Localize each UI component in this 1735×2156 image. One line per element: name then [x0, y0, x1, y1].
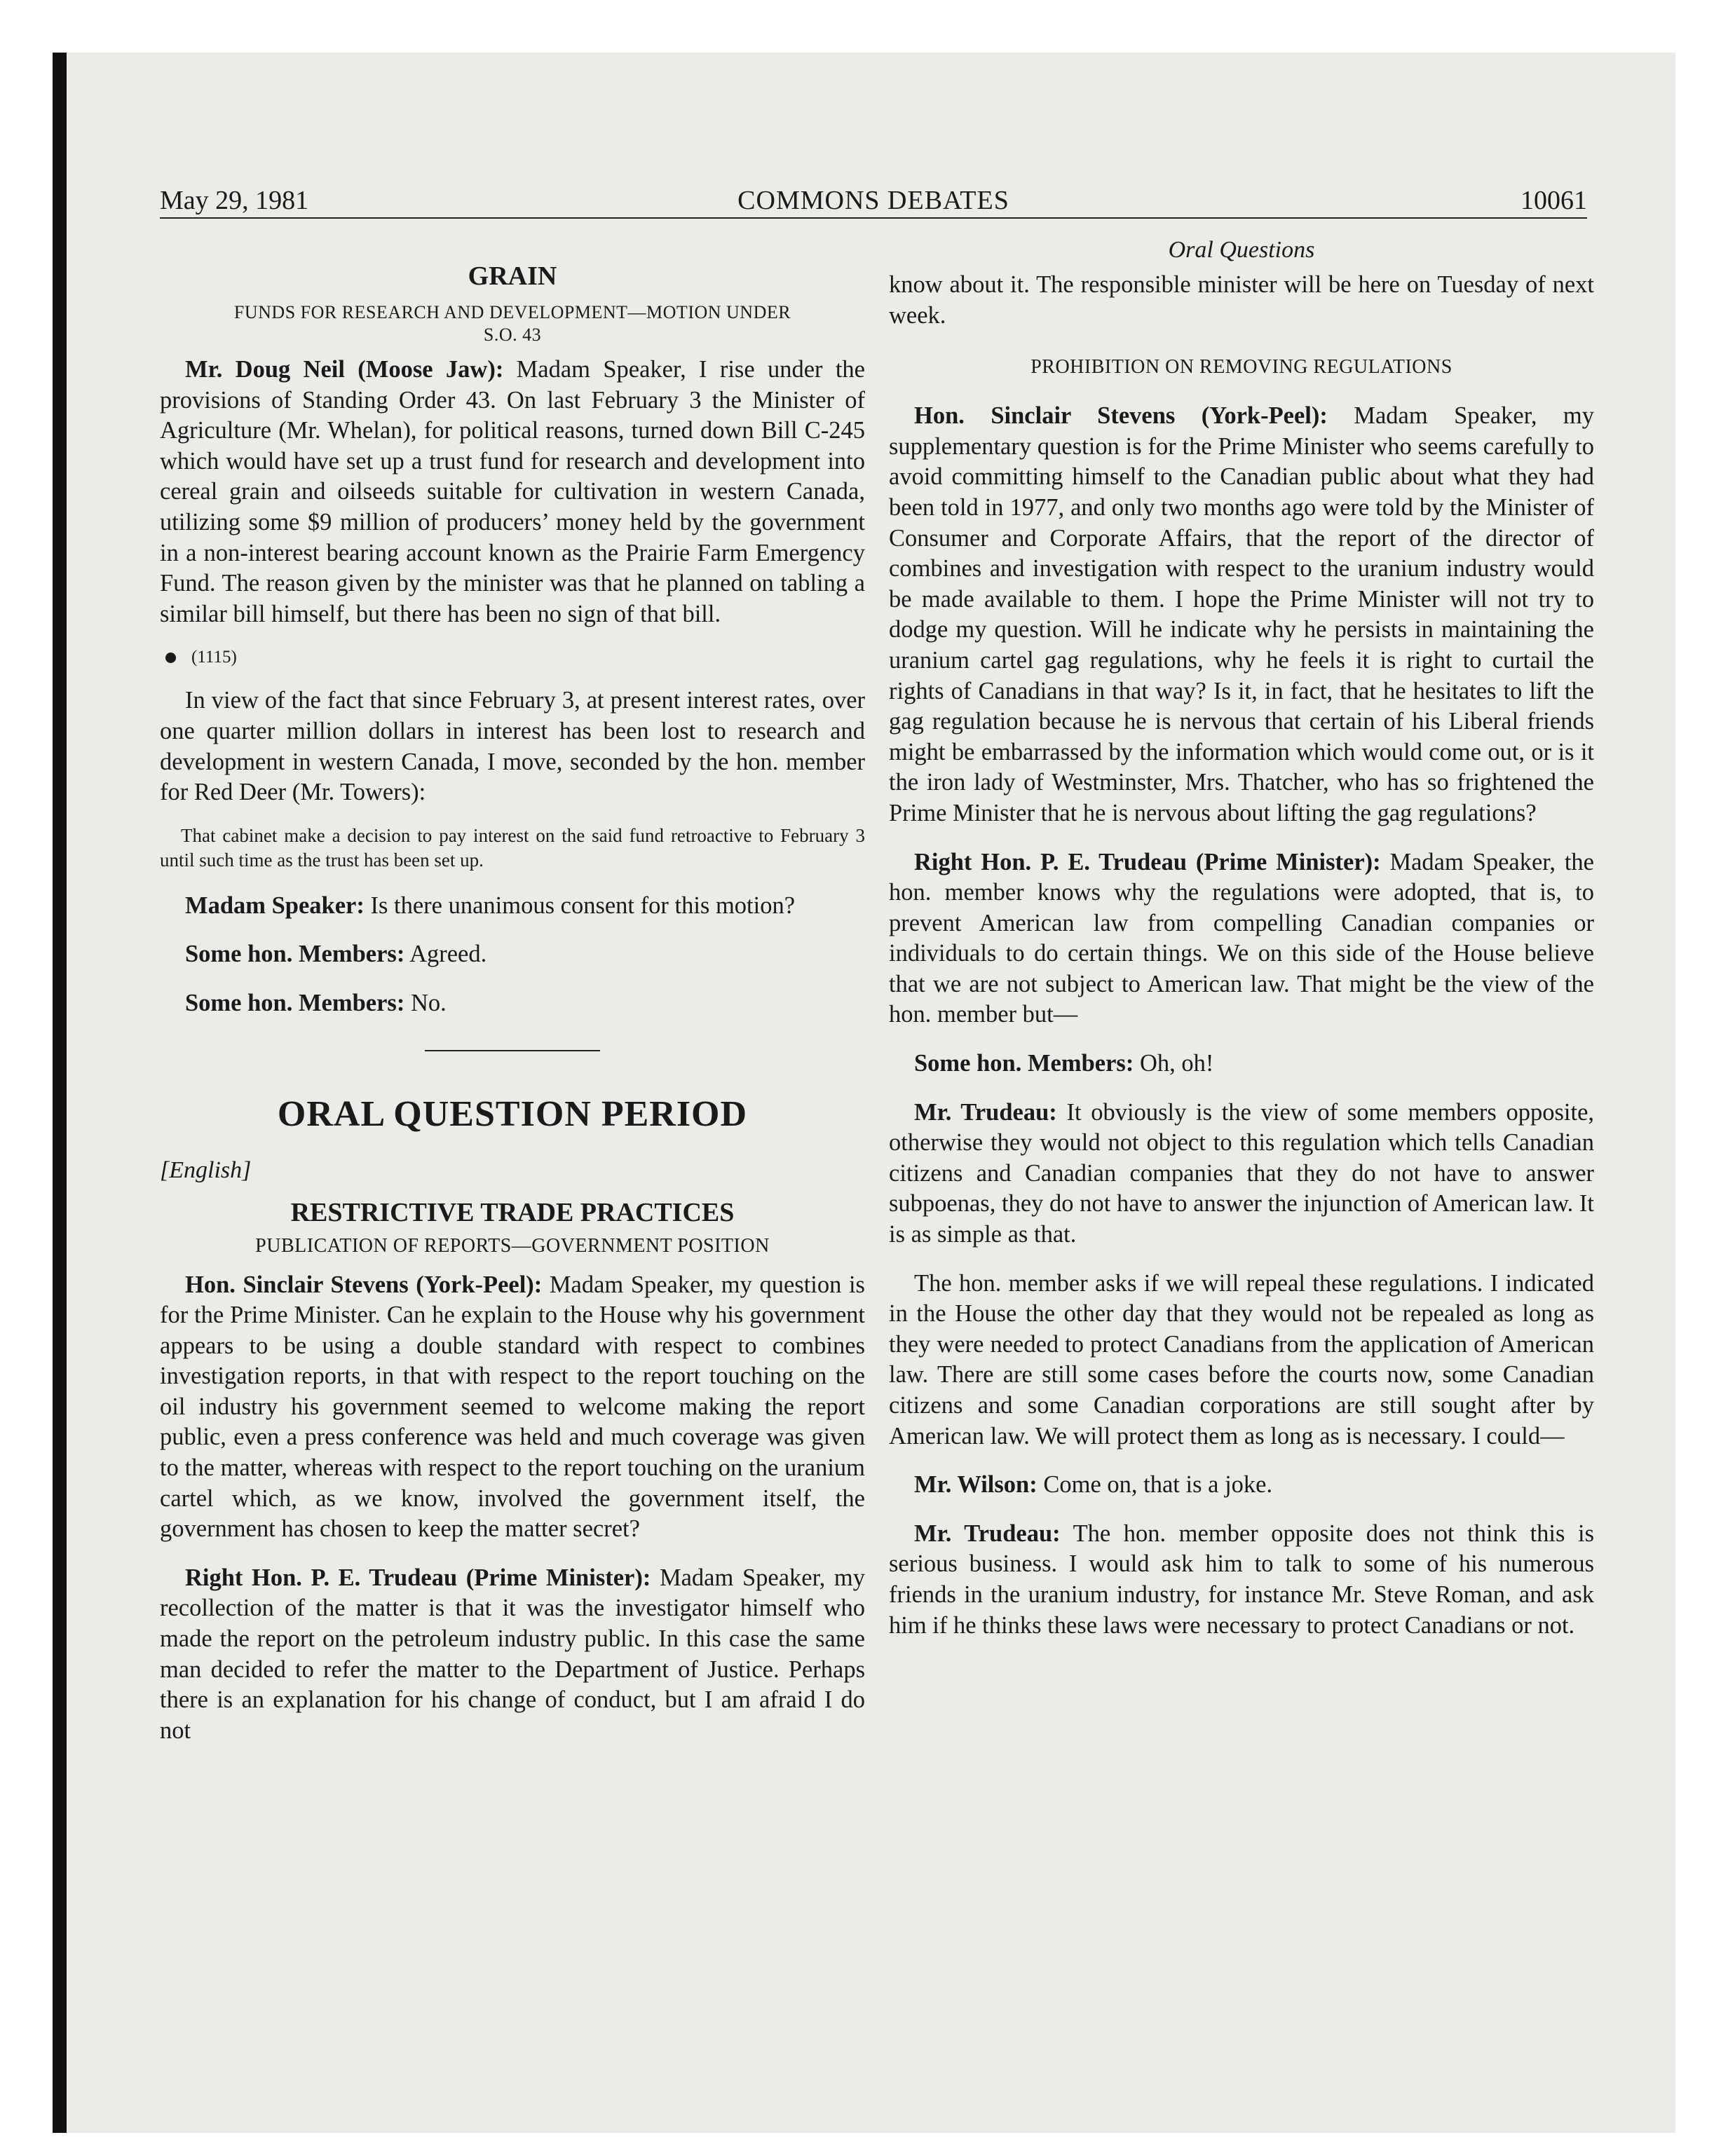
paragraph-no: [160, 988, 865, 1019]
speaker-name: Some hon. Members:: [185, 941, 405, 968]
subheading-funds: FUNDS FOR RESEARCH AND DEVELOPMENT—MOTION UNDER: [233, 302, 791, 322]
speaker-name: Right Hon. P. E. Trudeau (Prime Minister):: [914, 848, 1381, 875]
paragraph-agreed: [160, 939, 865, 970]
speech-text: Come on, that is a joke.: [1037, 1471, 1273, 1499]
language-tag: [English]: [160, 1157, 252, 1183]
paragraph-trudeau-final: [889, 1519, 1594, 1641]
speech-text: Is there unanimous consent for this motion?: [364, 892, 796, 919]
motion-text: That cabinet make a decision to pay interest on the said fund retroactive to February 3 until such time as the trust has been set up.: [160, 824, 865, 871]
speech-text: Agreed.: [404, 941, 487, 968]
speech-text: Madam Speaker, I rise under the provisions of Standing Order 43. On last February 3 the Minister of Agriculture (Mr. Whelan), for political reasons, turned down Bill C-245 which would have set up a trust fund for research and development into cereal grain and oilseeds suitable for cultivation in western Canada, utilizing some $9 million of producers’ money held by the government in a non-interest bearing account known as the Prairie Farm Emergency Fund. The reason given by the minister was that he planned on tabling a similar bill himself, but there has been no sign of that bill.: [160, 356, 865, 627]
speech-text: Oh, oh!: [1134, 1050, 1214, 1077]
speaker-name: Madam Speaker:: [185, 892, 365, 919]
paragraph-motion-intro: In view of the fact that since February 3, at present interest rates, over one quarter million dollars in interest has been lost to research and development in western Canada, I move, seconded by the hon. member for Red Deer (Mr. Towers):: [160, 687, 865, 806]
speech-text: The hon. member opposite does not think this is serious business. I would ask him to talk to some of his numerous friends in the uranium industry, for instance Mr. Steve Roman, and ask him if he thinks these laws were necessary to protect Canadians or not.: [889, 1520, 1594, 1639]
time-marker: [160, 642, 865, 673]
paragraph-continued: know about it. The responsible minister will be here on Tuesday of next week.: [889, 271, 1594, 329]
heading-grain: GRAIN: [468, 261, 557, 291]
speaker-name: Hon. Sinclair Stevens (York-Peel):: [185, 1271, 543, 1298]
heading-prohibition: PROHIBITION ON REMOVING REGULATIONS: [1030, 356, 1452, 378]
running-header: [160, 184, 1587, 219]
speech-text: Madam Speaker, my question is for the Prime Minister. Can he explain to the House why his government appears to be using a double standard with respect to combines investigation reports, in that with respect to the report touching on the oil industry his government seemed to welcome making the report public, even a press conference was held and much coverage was given to the matter, whereas with respect to the report touching on the uranium cartel which, as we know, involved the government itself, the government has chosen to keep the matter secret?: [160, 1271, 865, 1543]
paragraph-oh-oh: [889, 1049, 1594, 1079]
paragraph-repeal: The hon. member asks if we will repeal these regulations. I indicated in the House the other day that they would not be repealed as long as they were needed to protect Canadians from the application of American law. There are still some cases before the courts now, some Canadian citizens and some Canadian corporations are still sought after by American law. We will protect them as long as is necessary. I could—: [889, 1269, 1594, 1449]
section-title: ORAL QUESTION PERIOD: [277, 1093, 748, 1134]
speech-text: It obviously is the view of some members opposite, otherwise they would not object to this regulation which tells Canadian citizens and Canadian companies that they do not have to answer subpoenas, they do not have to answer the injunction of American law. It is as simple as that.: [889, 1098, 1595, 1248]
speaker-name: Mr. Doug Neil (Moose Jaw):: [185, 356, 504, 383]
subheading-publication: PUBLICATION OF REPORTS—GOVERNMENT POSITION: [255, 1234, 770, 1257]
page-number: 10061: [1520, 186, 1587, 215]
header-title: COMMONS DEBATES: [737, 186, 1009, 215]
header-date: May 29, 1981: [160, 186, 309, 215]
time-marker-text: (1115): [191, 648, 237, 667]
speech-text: No.: [404, 989, 447, 1016]
paragraph-trudeau-answer: [160, 1563, 865, 1747]
scan-edge-bar: [53, 53, 67, 2133]
speech-text: Madam Speaker, my supplementary question is for the Prime Minister who seems carefully to avoid committing himself to the Canadian public about what they had been told in 1977, and only two months ago were told by the Minister of Consumer and Corporate Affairs, that the report of the director of combines and investigation with respect to the uranium industry would be made available to them. I hope the Prime Minister will not try to dodge my question. Will he indicate why he persists in maintaining the uranium cartel gag regulations, why he feels it is right to curtail the rights of Canadians in that way? Is it, in fact, that he hesitates to lift the gag regulation because he is nervous that certain of his Liberal friends might be embarrassed by the information which would come out, or is it the iron lady of Westminster, Mrs. Thatcher, who has so frightened the Prime Minister that he is nervous about lifting the gag regulations?: [889, 402, 1594, 826]
paragraph-stevens-supplementary: [889, 401, 1594, 828]
right-column: [889, 235, 1594, 1641]
paragraph-neil: [160, 355, 865, 629]
speaker-name: Right Hon. P. E. Trudeau (Prime Minister):: [185, 1564, 651, 1591]
bullet-icon: [165, 653, 176, 663]
subheading-so43: S.O. 43: [483, 325, 542, 345]
paragraph-trudeau-reply: [889, 847, 1594, 1031]
heading-trade-practices: RESTRICTIVE TRADE PRACTICES: [290, 1197, 735, 1227]
speaker-name: Mr. Trudeau:: [914, 1520, 1061, 1547]
speaker-name: Some hon. Members:: [185, 989, 405, 1016]
left-column: [160, 259, 865, 1746]
paragraph-trudeau-view: [889, 1098, 1594, 1250]
speaker-name: Some hon. Members:: [914, 1050, 1134, 1077]
speech-text: Madam Speaker, the hon. member knows why the regulations were adopted, that is, to prevent American law from compelling Canadian companies or individuals to do certain things. We on this side of the House believe that we are not subject to American law. That might be the view of the hon. member but—: [889, 848, 1594, 1028]
section-divider: [425, 1050, 600, 1051]
speaker-name: Mr. Trudeau:: [914, 1098, 1057, 1126]
speech-text: Madam Speaker, my recollection of the matter is that it was the investigator himself who made the report on the petroleum industry public. In this case the same man decided to refer the matter to the Department of Justice. Perhaps there is an explanation for his change of conduct, but I am afraid I do not: [160, 1564, 865, 1744]
speaker-name: Mr. Wilson:: [914, 1471, 1037, 1499]
paragraph-stevens-question: [160, 1270, 865, 1545]
paragraph-wilson: [889, 1470, 1594, 1501]
speaker-name: Hon. Sinclair Stevens (York-Peel):: [914, 402, 1328, 430]
paragraph-speaker-consent: [160, 891, 865, 922]
column-heading-oral-questions: Oral Questions: [1168, 237, 1315, 263]
